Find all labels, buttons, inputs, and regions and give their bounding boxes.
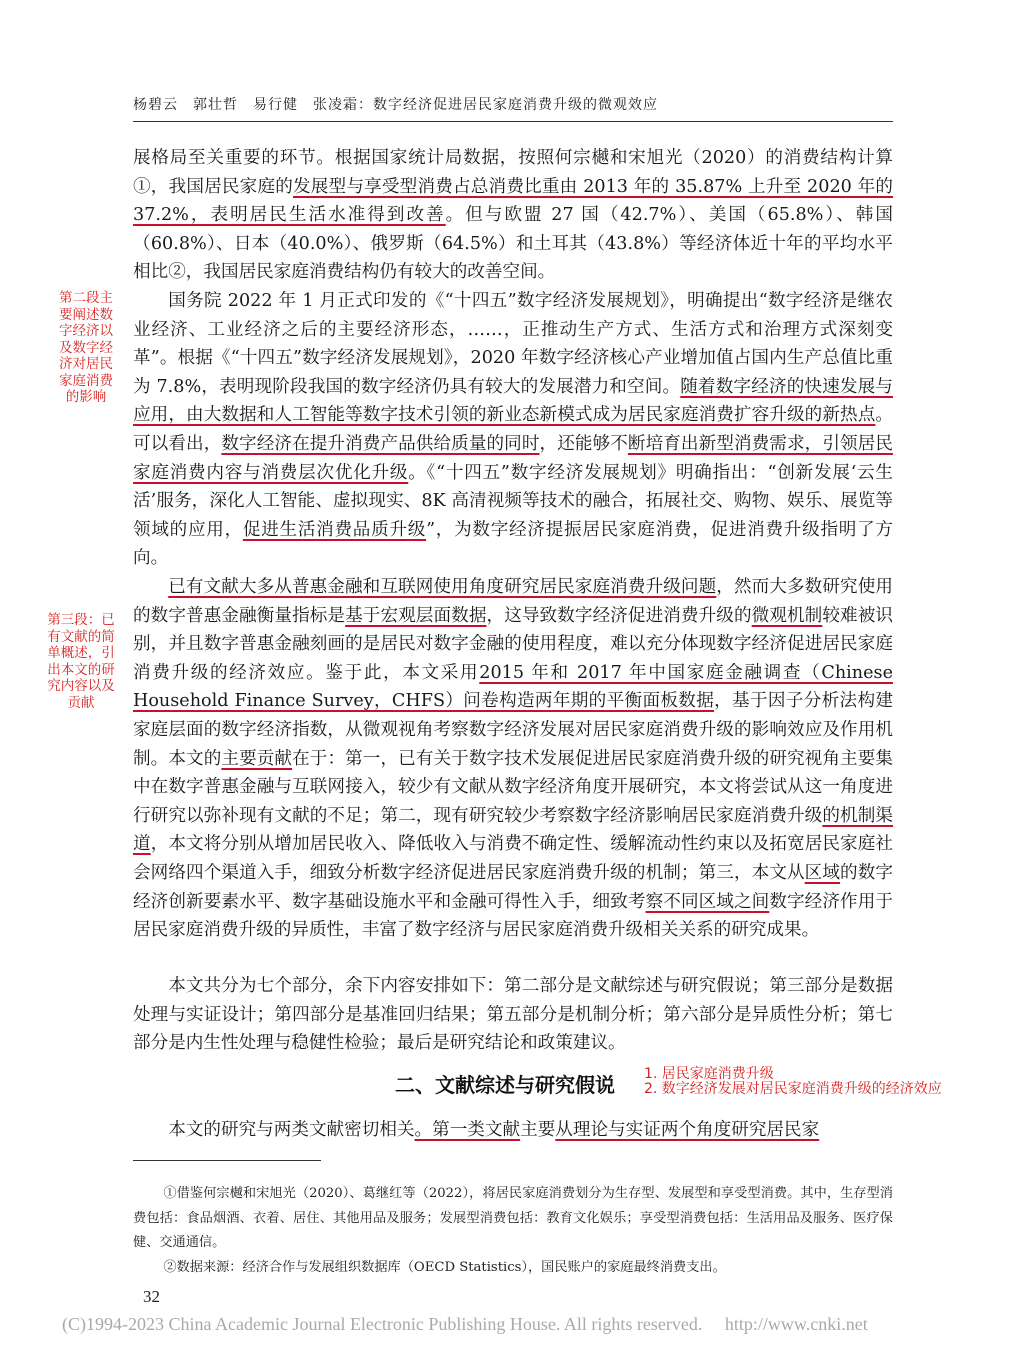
underlined-text: 已有文献大多从普惠金融和互联网使用角度研究居民家庭消费升级问题 [168,577,717,597]
underlined-text: 从理论与实证两个角度研究居民家 [555,1120,820,1140]
paragraph-5 [133,1116,893,1145]
underlined-text: 微观机制 [751,605,823,626]
text-run: ，本文将分别从增加居民收入、降低收入与消费不确定性、缓解流动性约束以及拓宽居民家庭社会网络四个渠道入手，细致分析数字经济促进居民家庭消费升级的机制；第三，本文从 [133,834,893,883]
text-run: 。《“十四五”数字经济发展规划》明确指出：“创新发展‘云生活’服务，深化人工智能、虚拟现实、8K 高清视频等技术的融合，拓展社交、购物、娱乐、展览等领域的应用， [133,462,893,540]
text-run: ，基于因子分析法构建家庭层面的数字经济指数，从微观视角考察数字经济发展对居民家庭消费升级的影响效应及作用机制。本文的 [133,691,893,769]
underlined-text: 的机制渠道 [133,805,893,855]
text-run: 本文的研究与两类文献密切相关 [168,1120,415,1140]
text-run: 较难被识别，并且数字普惠金融刻画的是居民对数字金融的使用程度，难以充分体现数字经济促进居民家庭消费升级的经济效应。鉴于此，本文采用 [133,605,893,683]
text-run: 在于：第一，已有关于数字技术发展促进居民家庭消费升级的研究视角主要集中在数字普惠金融与互联网接入，较少有文献从数字经济角度开展研究，本文将尝试从这一角度进行研究以弥补现有文献的不足；第二，现有研究较少考察数字经济影响居民家庭消费升级 [133,748,893,826]
header-rule [133,121,893,122]
text-run: ，还能够不 [539,433,628,454]
underlined-text: 数字经济在提升消费产品供给质量的同时 [221,433,540,454]
paragraph-2-text [133,287,893,573]
section-title: 二、文献综述与研究假说 [395,1073,615,1097]
title-note-2: 2. 数字经济发展对居民家庭消费升级的经济效应 [644,1081,942,1097]
underlined-text: 发展型与享受型消费占总消费比重由 2013 年的 35.87% 上升至 2020 年的 37.2%，表明居民生活水准得到改善 [133,176,893,226]
section-title-annotation [644,1067,942,1097]
underlined-text: 随着数字经济的快速发展与应用，由大数据和人工智能等数字技术引领的新业态新模式成为居民家庭消费扩容升级的新热点 [133,376,893,426]
text-run: 主要 [520,1120,556,1140]
text-run: ，然而大多数研究使用的数字普惠金融衡量指标是 [133,577,893,626]
copyright-watermark: (C)1994-2023 China Academic Journal Electronic Publishing House. All rights reserved. http://www.cnki.net [62,1314,868,1334]
text-run: 国务院 2022 年 1 月正式印发的《“十四五”数字经济发展规划》，明确提出“数字经济是继农业经济、工业经济之后的主要经济形态，……，正推动生产方式、生活方式和治理方式深刻变革”。根据《“十四五”数字经济发展规划》，2020 年数字经济核心产业增加值占国内生产总值比重为 7.8%，表明现阶段我国的数字经济仍具有较大的发展潜力和空间。 [133,291,893,397]
underlined-text: 区域 [804,862,841,883]
paragraph-2 [133,287,893,573]
paragraph-4-text: 本文共分为七个部分，余下内容安排如下：第二部分是文献综述与研究假说；第三部分是数据处理与实证设计；第四部分是基准回归结果；第五部分是机制分析；第六部分是异质性分析；第七部分是内生性处理与稳健性检验；最后是研究结论和政策建议。 [133,976,893,1054]
footnotes [133,1182,893,1280]
footnote-2: ②数据来源：经济合作与发展组织数据库（OECD Statistics），国民账户的家庭最终消费支出。 [163,1259,726,1275]
underlined-text: 断培育出新型消费需求，引领居民家庭消费内容与消费层次优化升级 [133,433,893,483]
paragraph-5-text [133,1116,893,1145]
page-number: 32 [143,1287,160,1306]
paragraph-3 [133,573,893,945]
underlined-text: 。第一类文献 [414,1120,521,1140]
underlined-text: 2015 年和 2017 年中国家庭金融调查（Chinese Household Finance Survey，CHFS）问卷构造两年期的平衡面板数据 [133,662,893,712]
footnote-rule [133,1160,321,1161]
underlined-text: 基于宏观层面数据 [345,605,487,626]
footnote-1: ①借鉴何宗樾和宋旭光（2020）、葛继红等（2022），将居民家庭消费划分为生存型、发展型和享受型消费。其中，生存型消费包括：食品烟酒、衣着、居住、其他用品及服务；发展型消费包括：教育文化娱乐；享受型消费包括：生活用品及服务、医疗保健、交通通信。 [133,1186,893,1250]
underlined-text: 察不同区域之间 [645,891,770,912]
running-header: 杨碧云 郭壮哲 易行健 张凌霜：数字经济促进居民家庭消费升级的微观效应 [133,97,658,113]
text-run: ，这导致数字经济促进消费升级的 [486,605,752,626]
underlined-text: 主要贡献 [221,748,293,769]
paragraph-3-text [133,573,893,945]
margin-annotation-2: 第三段：已有文献的简单概述，引出本文的研究内容以及贡献 [47,612,115,711]
margin-annotation-1: 第二段主要阐述数字经济以及数字经济对居民家庭消费的影响 [59,290,113,405]
text-run: 。可以看出， [133,405,893,454]
paragraph-1-text [133,144,893,287]
text-run: 。但与欧盟 27 国（42.7%）、美国（65.8%）、韩国（60.8%）、日本（40.0%）、俄罗斯（64.5%）和土耳其（43.8%）等经济体近十年的平均水平相比②，我国居民家庭消费结构仍有较大的改善空间。 [133,205,893,283]
paragraph-4 [133,972,893,1058]
underlined-text: 促进生活消费品质升级 [242,519,427,540]
text-run: 数字经济作用于居民家庭消费升级的异质性，丰富了数字经济与居民家庭消费升级相关关系的研究成果。 [133,891,893,941]
text-run: ”，为数字经济提振居民家庭消费，促进消费升级指明了方向。 [133,519,893,569]
title-note-1: 1. 居民家庭消费升级 [644,1066,774,1082]
paragraph-1 [133,144,893,287]
text-run: 的数字经济创新要素水平、数字基础设施水平和金融可得性入手，细致考 [133,862,893,912]
text-run: 展格局至关重要的环节。根据国家统计局数据，按照何宗樾和宋旭光（2020）的消费结构计算①，我国居民家庭的 [133,148,893,197]
